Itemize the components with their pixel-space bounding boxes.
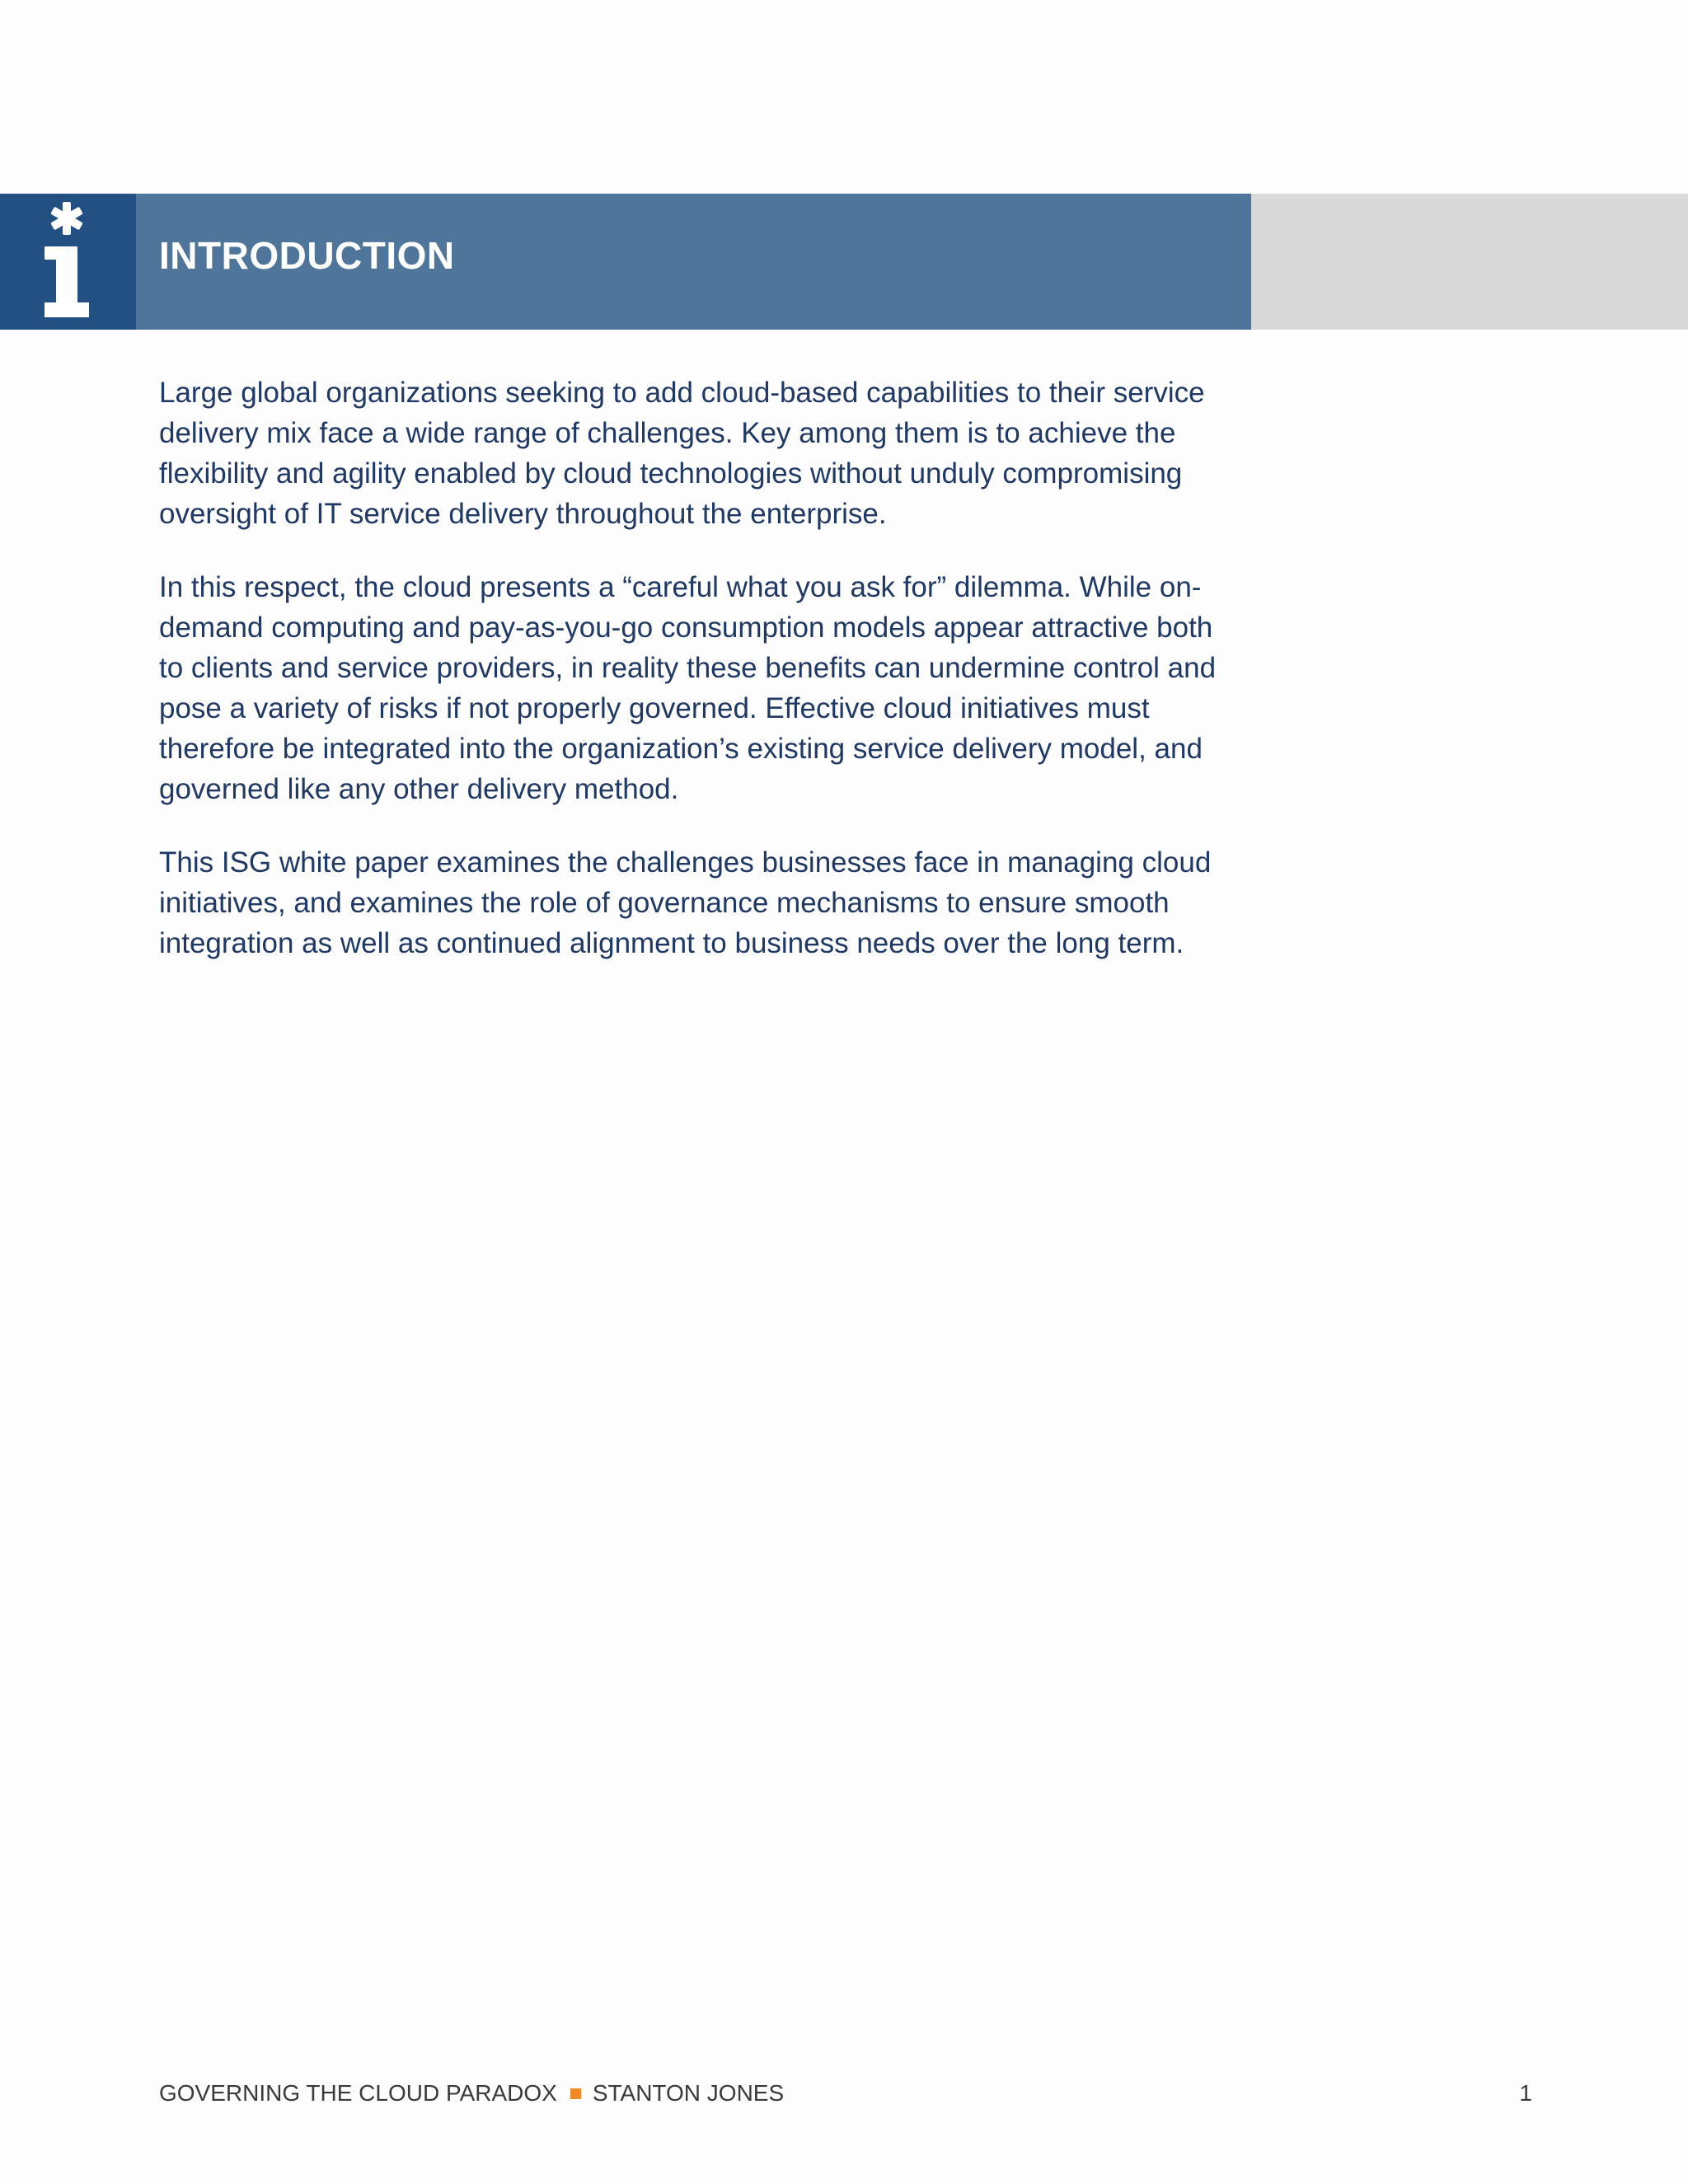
paragraph: This ISG white paper examines the challenges businesses face in managing cloud initiatives, and examines the role of governance mechanisms to ensure smooth integration as well as continued alignment to business needs over the long term. (159, 846, 1212, 959)
page-number: 1 (1519, 2080, 1532, 2106)
footer-separator-square (570, 2088, 581, 2099)
section-banner (0, 194, 1688, 330)
footer-left (159, 2077, 784, 2110)
body-text (159, 373, 1231, 996)
section-title: INTRODUCTION (159, 234, 455, 277)
footer-document-title: GOVERNING THE CLOUD PARADOX (159, 2080, 557, 2106)
paragraph: Large global organizations seeking to add cloud-based capabilities to their service delivery mix face a wide range of challenges. Key among them is to achieve the flexibility and agility enabled by cloud technologies without unduly compromising oversight of IT service delivery throughout the enterprise. (159, 377, 1205, 530)
info-icon (43, 200, 91, 324)
footer-author: STANTON JONES (592, 2080, 785, 2106)
paragraph: In this respect, the cloud presents a “careful what you ask for” dilemma. While on-demand computing and pay-as-you-go consumption models appear attractive both to clients and service providers, in reality these benefits can undermine control and pose a variety of risks if not properly governed. Effective cloud initiatives must therefore be integrated into the organization’s existing service delivery model, and governed like any other delivery method. (159, 571, 1217, 805)
banner-grey-block (1251, 194, 1688, 330)
page-footer (159, 2077, 1532, 2110)
info-icon-box (0, 194, 136, 330)
